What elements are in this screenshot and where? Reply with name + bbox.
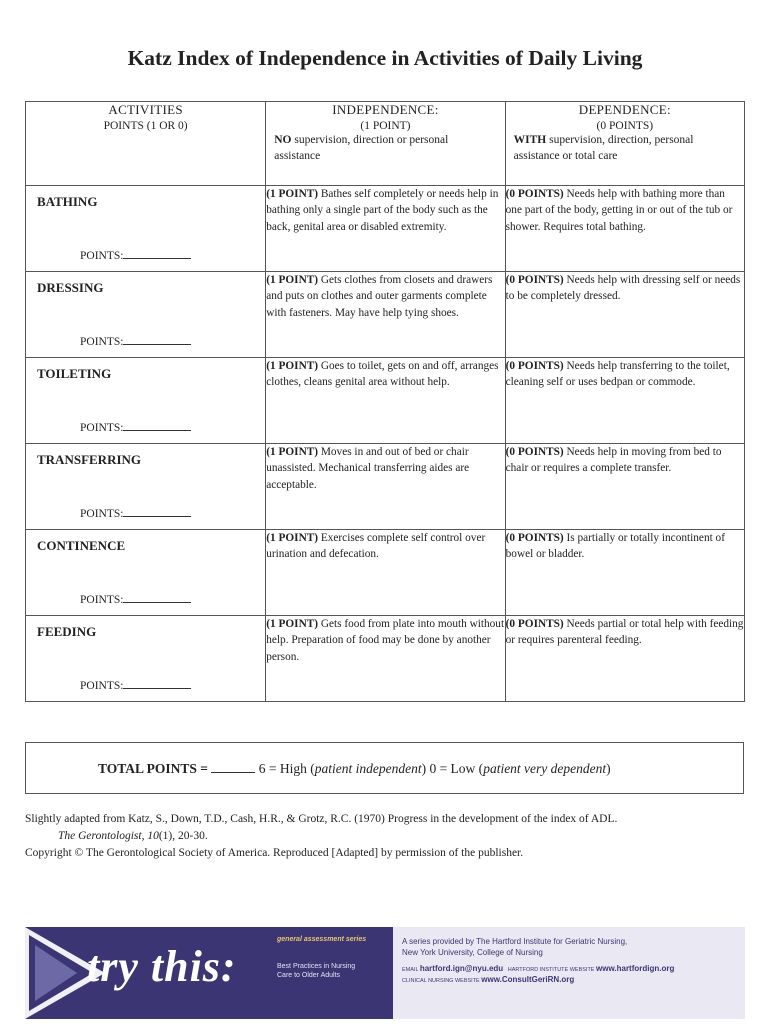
dependence-text: Is partially or totally incontinent of bowel or bladder.	[505, 532, 725, 561]
dependence-points: (0 POINTS)	[505, 360, 564, 372]
footer	[25, 927, 745, 1019]
provider-info	[393, 927, 745, 1019]
points-label: POINTS:	[80, 250, 124, 262]
copyright-line: Copyright © The Gerontological Society of America. Reproduced [Adapted] by permission of the publisher.	[25, 847, 524, 859]
total-points-line	[98, 761, 611, 777]
series-tag: general assessment series	[277, 936, 367, 943]
dependence-cell	[505, 272, 744, 358]
independence-text: Exercises complete self control over urination and defecation.	[266, 532, 486, 561]
dependence-points: (0 POINTS)	[505, 274, 564, 286]
best-line2: Care to Older Adults	[277, 971, 341, 979]
independence-points: (1 POINT)	[266, 274, 319, 286]
independence-cell	[266, 444, 505, 530]
citation-line1: Slightly adapted from Katz, S., Down, T.D., Cash, H.R., & Grotz, R.C. (1970) Progress in the development of the index of ADL.	[25, 813, 618, 825]
total-low-italic: patient very dependent	[483, 761, 607, 776]
dependence-cell	[505, 530, 744, 616]
points-label: POINTS:	[80, 508, 124, 520]
total-mid: ) 0 = Low (	[421, 761, 484, 776]
dependence-text: Needs help with bathing more than one part of the body, getting in or out of the tub or shower. Requires total bathing.	[505, 188, 733, 233]
points-blank[interactable]	[123, 506, 191, 517]
points-label: POINTS:	[80, 594, 124, 606]
points-label: POINTS:	[80, 422, 124, 434]
email-link[interactable]: hartford.ign@nyu.edu	[419, 964, 504, 973]
dependence-cell	[505, 186, 744, 272]
activity-name: CONTINENCE	[37, 538, 126, 553]
points-field[interactable]	[80, 420, 191, 434]
activity-name: DRESSING	[37, 280, 104, 295]
activity-name: TOILETING	[37, 366, 112, 381]
header-activities	[26, 102, 266, 186]
table-row	[26, 616, 745, 702]
points-blank[interactable]	[123, 592, 191, 603]
dependence-points: (0 POINTS)	[505, 188, 564, 200]
independence-cell	[266, 530, 505, 616]
citation-journal: The Gerontologist,	[58, 830, 148, 842]
points-field[interactable]	[80, 334, 191, 348]
points-field[interactable]	[80, 248, 191, 262]
header-dependence-desc-text: supervision, direction, personal assistance or total care	[513, 134, 694, 162]
activity-name: BATHING	[37, 194, 98, 209]
points-field[interactable]	[80, 506, 191, 520]
clinical-line	[402, 975, 574, 984]
header-independence-sub: (1 POINT)	[360, 120, 411, 132]
independence-points: (1 POINT)	[266, 532, 319, 544]
activity-cell	[26, 272, 266, 358]
total-end: )	[606, 761, 611, 776]
dependence-text: Needs help in moving from bed to chair or requires a complete transfer.	[505, 446, 722, 475]
points-blank[interactable]	[123, 420, 191, 431]
activity-cell	[26, 616, 266, 702]
activity-name: TRANSFERRING	[37, 452, 142, 467]
total-high-italic: patient independent	[314, 761, 422, 776]
activity-name: FEEDING	[37, 624, 97, 639]
header-independence-desc-bold: NO	[274, 134, 292, 146]
points-blank[interactable]	[123, 334, 191, 345]
table-row	[26, 530, 745, 616]
total-points-box	[25, 742, 744, 794]
independence-text: Goes to toilet, gets on and off, arranges clothes, cleans genital area without help.	[266, 360, 499, 389]
header-independence-title: INDEPENDENCE:	[332, 102, 439, 117]
clinical-link[interactable]: www.ConsultGeriRN.org	[481, 975, 575, 984]
dependence-points: (0 POINTS)	[505, 532, 564, 544]
independence-cell	[266, 272, 505, 358]
table-row	[26, 186, 745, 272]
email-line	[402, 964, 674, 973]
dependence-cell	[505, 616, 744, 702]
table-header-row	[26, 102, 745, 186]
katz-table	[25, 101, 745, 702]
points-field[interactable]	[80, 678, 191, 692]
email-label: EMAIL	[402, 967, 419, 973]
header-dependence	[505, 102, 744, 186]
independence-points: (1 POINT)	[266, 360, 319, 372]
points-blank[interactable]	[123, 248, 191, 259]
try-this-logo: try this:	[87, 942, 237, 991]
header-dependence-sub: (0 POINTS)	[596, 120, 654, 132]
provider-line1: A series provided by The Hartford Institute for Geriatric Nursing,	[402, 937, 628, 946]
total-high: 6 = High (	[258, 761, 315, 776]
citation	[25, 811, 745, 862]
citation-volume: 10	[147, 830, 159, 842]
clinical-label: CLINICAL NURSING WEBSITE	[402, 978, 480, 984]
citation-pages: (1), 20-30.	[158, 830, 208, 842]
website-label: HARTFORD INSTITUTE WEBSITE	[507, 967, 595, 973]
dependence-points: (0 POINTS)	[505, 446, 564, 458]
header-dependence-desc	[506, 132, 744, 164]
activity-cell	[26, 358, 266, 444]
dependence-text: Needs help with dressing self or needs to be completely dressed.	[505, 274, 741, 303]
provider-text	[402, 936, 627, 958]
try-this-banner	[25, 927, 393, 1019]
dependence-text: Needs partial or total help with feeding or requires parenteral feeding.	[505, 618, 744, 647]
table-row	[26, 444, 745, 530]
independence-cell	[266, 186, 505, 272]
independence-points: (1 POINT)	[266, 188, 319, 200]
header-dependence-title: DEPENDENCE:	[578, 102, 671, 117]
table-row	[26, 272, 745, 358]
independence-text: Moves in and out of bed or chair unassisted. Mechanical transferring aides are acceptable.	[266, 446, 470, 491]
header-activities-sub: POINTS (1 OR 0)	[103, 120, 188, 132]
header-activities-title: ACTIVITIES	[108, 102, 183, 117]
dependence-cell	[505, 358, 744, 444]
header-dependence-desc-bold: WITH	[513, 134, 547, 146]
independence-text: Bathes self completely or needs help in bathing only a single part of the body such as the back, genital area or disabled extremity.	[266, 188, 499, 233]
page-title: Katz Index of Independence in Activities of Daily Living	[127, 46, 643, 70]
points-field[interactable]	[80, 592, 191, 606]
independence-text: Gets clothes from closets and drawers and puts on clothes and outer garments complete with fasteners. May have help tying shoes.	[266, 274, 493, 319]
points-blank[interactable]	[123, 678, 191, 689]
points-label: POINTS:	[80, 680, 124, 692]
total-points-label: TOTAL POINTS =	[98, 761, 208, 776]
independence-points: (1 POINT)	[266, 618, 319, 630]
website-link[interactable]: www.hartfordign.org	[596, 964, 675, 973]
independence-cell	[266, 616, 505, 702]
activity-cell	[26, 444, 266, 530]
header-independence	[266, 102, 505, 186]
table-row	[26, 358, 745, 444]
best-line1: Best Practices in Nursing	[277, 963, 356, 970]
best-practices	[277, 963, 355, 980]
dependence-cell	[505, 444, 744, 530]
dependence-points: (0 POINTS)	[505, 618, 564, 630]
activity-cell	[26, 530, 266, 616]
activity-cell	[26, 186, 266, 272]
dependence-text: Needs help transferring to the toilet, cleaning self or uses bedpan or commode.	[505, 360, 730, 389]
header-independence-desc	[266, 132, 504, 164]
independence-cell	[266, 358, 505, 444]
points-label: POINTS:	[80, 336, 124, 348]
independence-text: Gets food from plate into mouth without help. Preparation of food may be done by another person.	[266, 618, 505, 663]
citation-journal-line	[25, 828, 745, 845]
header-independence-desc-text: supervision, direction or personal assistance	[274, 134, 449, 162]
provider-line2: New York University, College of Nursing	[402, 948, 543, 957]
total-points-blank[interactable]	[211, 761, 255, 773]
independence-points: (1 POINT)	[266, 446, 319, 458]
